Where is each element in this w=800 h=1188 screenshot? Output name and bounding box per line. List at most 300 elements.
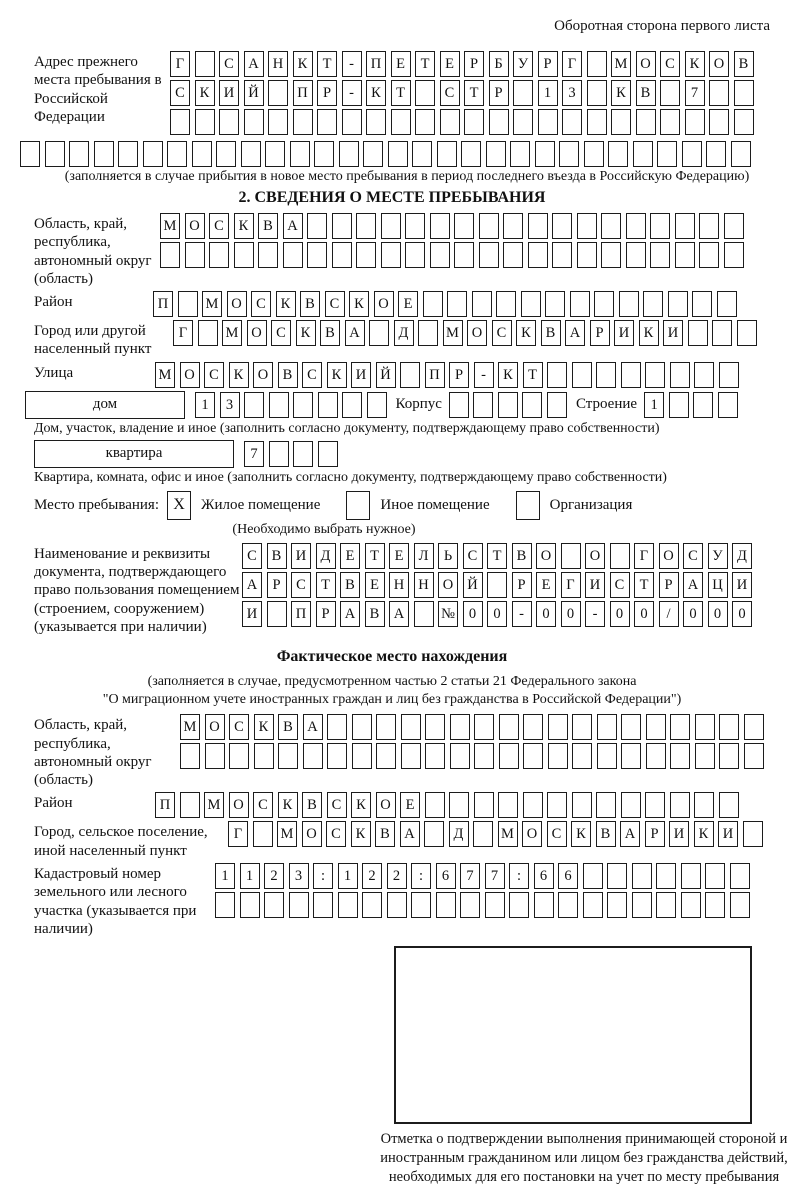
char-box[interactable]: В	[320, 320, 340, 346]
char-box[interactable]	[423, 291, 443, 317]
char-box[interactable]	[632, 863, 652, 889]
char-box[interactable]	[596, 792, 616, 818]
char-box[interactable]: 0	[561, 601, 581, 627]
char-box[interactable]: А	[683, 572, 703, 598]
char-box[interactable]: С	[463, 543, 483, 569]
char-box[interactable]: 0	[708, 601, 728, 627]
char-box[interactable]	[454, 213, 474, 239]
char-box[interactable]	[626, 242, 646, 268]
char-box[interactable]	[268, 80, 288, 106]
char-box[interactable]	[717, 291, 737, 317]
char-box[interactable]: С	[229, 714, 249, 740]
char-box[interactable]	[240, 892, 260, 918]
char-box[interactable]	[583, 863, 603, 889]
char-box[interactable]: 0	[634, 601, 654, 627]
char-box[interactable]	[621, 714, 641, 740]
char-box[interactable]	[558, 892, 578, 918]
char-box[interactable]: К	[293, 51, 313, 77]
char-box[interactable]	[269, 392, 289, 418]
char-box[interactable]	[313, 892, 333, 918]
char-box[interactable]: 7	[485, 863, 505, 889]
char-box[interactable]: Р	[645, 821, 665, 847]
char-box[interactable]: В	[267, 543, 287, 569]
char-box[interactable]	[327, 743, 347, 769]
char-box[interactable]	[712, 320, 732, 346]
char-box[interactable]	[570, 291, 590, 317]
char-box[interactable]	[607, 863, 627, 889]
char-box[interactable]	[503, 213, 523, 239]
char-box[interactable]: Т	[487, 543, 507, 569]
char-box[interactable]	[744, 743, 764, 769]
char-box[interactable]	[709, 80, 729, 106]
char-box[interactable]: К	[254, 714, 274, 740]
char-box[interactable]: Г	[561, 572, 581, 598]
char-box[interactable]: Р	[464, 51, 484, 77]
char-box[interactable]: 6	[534, 863, 554, 889]
char-box[interactable]: С	[660, 51, 680, 77]
char-box[interactable]: С	[547, 821, 567, 847]
char-box[interactable]: И	[663, 320, 683, 346]
char-box[interactable]: Р	[267, 572, 287, 598]
char-box[interactable]	[545, 291, 565, 317]
char-box[interactable]	[538, 109, 558, 135]
char-box[interactable]: К	[639, 320, 659, 346]
char-box[interactable]: М	[277, 821, 297, 847]
char-box[interactable]: -	[585, 601, 605, 627]
char-box[interactable]	[670, 792, 690, 818]
char-box[interactable]: Т	[415, 51, 435, 77]
char-box[interactable]	[577, 242, 597, 268]
char-box[interactable]: 7	[244, 441, 264, 467]
char-box[interactable]: В	[278, 714, 298, 740]
char-box[interactable]: С	[219, 51, 239, 77]
char-box[interactable]: К	[276, 291, 296, 317]
char-box[interactable]	[356, 242, 376, 268]
char-box[interactable]	[290, 141, 310, 167]
char-box[interactable]	[388, 141, 408, 167]
char-box[interactable]	[632, 892, 652, 918]
char-box[interactable]	[594, 291, 614, 317]
char-box[interactable]	[317, 109, 337, 135]
char-box[interactable]	[547, 792, 567, 818]
char-box[interactable]: 1	[215, 863, 235, 889]
char-box[interactable]: И	[732, 572, 752, 598]
char-box[interactable]	[449, 392, 469, 418]
char-box[interactable]	[528, 242, 548, 268]
char-box[interactable]	[657, 141, 677, 167]
char-box[interactable]: У	[513, 51, 533, 77]
char-box[interactable]: О	[180, 362, 200, 388]
char-box[interactable]	[415, 80, 435, 106]
char-box[interactable]: Л	[414, 543, 434, 569]
char-box[interactable]	[376, 743, 396, 769]
char-box[interactable]: 2	[264, 863, 284, 889]
char-box[interactable]: В	[636, 80, 656, 106]
char-box[interactable]: К	[327, 362, 347, 388]
char-box[interactable]	[528, 213, 548, 239]
char-box[interactable]	[303, 743, 323, 769]
char-box[interactable]	[229, 743, 249, 769]
char-box[interactable]	[401, 743, 421, 769]
checkbox-inoe-pomeshchenie[interactable]	[346, 491, 370, 520]
char-box[interactable]	[269, 441, 289, 467]
char-box[interactable]: С	[271, 320, 291, 346]
char-box[interactable]: А	[303, 714, 323, 740]
char-box[interactable]: О	[205, 714, 225, 740]
checkbox-zhiloe-pomeshchenie[interactable]: X	[167, 491, 191, 520]
char-box[interactable]: М	[204, 792, 224, 818]
char-box[interactable]: И	[718, 821, 738, 847]
char-box[interactable]: Т	[365, 543, 385, 569]
char-box[interactable]	[650, 242, 670, 268]
char-box[interactable]	[699, 213, 719, 239]
char-box[interactable]: 1	[195, 392, 215, 418]
char-box[interactable]	[376, 714, 396, 740]
char-box[interactable]	[170, 109, 190, 135]
char-box[interactable]: С	[683, 543, 703, 569]
char-box[interactable]: А	[565, 320, 585, 346]
char-box[interactable]	[430, 242, 450, 268]
char-box[interactable]: 7	[685, 80, 705, 106]
char-box[interactable]	[472, 291, 492, 317]
char-box[interactable]: О	[253, 362, 273, 388]
char-box[interactable]: 0	[732, 601, 752, 627]
char-box[interactable]: И	[291, 543, 311, 569]
char-box[interactable]: П	[366, 51, 386, 77]
char-box[interactable]	[496, 291, 516, 317]
char-box[interactable]: В	[734, 51, 754, 77]
char-box[interactable]: С	[326, 821, 346, 847]
char-box[interactable]: 0	[463, 601, 483, 627]
char-box[interactable]: О	[438, 572, 458, 598]
char-box[interactable]: 3	[289, 863, 309, 889]
char-box[interactable]	[626, 213, 646, 239]
char-box[interactable]	[572, 362, 592, 388]
char-box[interactable]	[621, 743, 641, 769]
char-box[interactable]: Г	[170, 51, 190, 77]
char-box[interactable]	[489, 109, 509, 135]
char-box[interactable]	[521, 291, 541, 317]
char-box[interactable]	[718, 392, 738, 418]
char-box[interactable]: 3	[220, 392, 240, 418]
char-box[interactable]: Т	[523, 362, 543, 388]
char-box[interactable]: П	[291, 601, 311, 627]
char-box[interactable]: С	[325, 291, 345, 317]
char-box[interactable]: :	[313, 863, 333, 889]
char-box[interactable]	[387, 892, 407, 918]
char-box[interactable]: П	[155, 792, 175, 818]
char-box[interactable]: Р	[590, 320, 610, 346]
char-box[interactable]: 0	[536, 601, 556, 627]
char-box[interactable]	[660, 80, 680, 106]
char-box[interactable]: Г	[228, 821, 248, 847]
char-box[interactable]: :	[411, 863, 431, 889]
char-box[interactable]: Т	[634, 572, 654, 598]
char-box[interactable]	[724, 213, 744, 239]
char-box[interactable]	[412, 141, 432, 167]
char-box[interactable]: Й	[376, 362, 396, 388]
char-box[interactable]: И	[219, 80, 239, 106]
char-box[interactable]	[692, 291, 712, 317]
char-box[interactable]	[440, 109, 460, 135]
char-box[interactable]	[597, 743, 617, 769]
char-box[interactable]: И	[351, 362, 371, 388]
char-box[interactable]	[381, 213, 401, 239]
char-box[interactable]	[601, 242, 621, 268]
char-box[interactable]	[366, 109, 386, 135]
char-box[interactable]	[646, 714, 666, 740]
char-box[interactable]	[611, 109, 631, 135]
char-box[interactable]: К	[366, 80, 386, 106]
char-box[interactable]: С	[610, 572, 630, 598]
char-box[interactable]	[572, 714, 592, 740]
char-box[interactable]: Е	[340, 543, 360, 569]
char-box[interactable]	[265, 141, 285, 167]
char-box[interactable]: 0	[487, 601, 507, 627]
char-box[interactable]	[636, 109, 656, 135]
char-box[interactable]	[709, 109, 729, 135]
char-box[interactable]	[369, 320, 389, 346]
char-box[interactable]	[449, 792, 469, 818]
char-box[interactable]	[587, 51, 607, 77]
char-box[interactable]	[430, 213, 450, 239]
char-box[interactable]: П	[153, 291, 173, 317]
char-box[interactable]	[643, 291, 663, 317]
char-box[interactable]	[510, 141, 530, 167]
char-box[interactable]	[339, 141, 359, 167]
char-box[interactable]	[293, 392, 313, 418]
char-box[interactable]	[401, 714, 421, 740]
char-box[interactable]: С	[440, 80, 460, 106]
char-box[interactable]	[258, 242, 278, 268]
char-box[interactable]: Р	[512, 572, 532, 598]
char-box[interactable]	[730, 892, 750, 918]
char-box[interactable]: 2	[387, 863, 407, 889]
char-box[interactable]	[450, 743, 470, 769]
char-box[interactable]	[180, 743, 200, 769]
char-box[interactable]	[498, 792, 518, 818]
char-box[interactable]: Н	[414, 572, 434, 598]
char-box[interactable]	[681, 863, 701, 889]
char-box[interactable]	[405, 242, 425, 268]
char-box[interactable]	[660, 109, 680, 135]
char-box[interactable]	[185, 242, 205, 268]
char-box[interactable]	[548, 714, 568, 740]
char-box[interactable]: О	[247, 320, 267, 346]
char-box[interactable]	[656, 863, 676, 889]
char-box[interactable]: Г	[173, 320, 193, 346]
char-box[interactable]	[670, 743, 690, 769]
char-box[interactable]: О	[227, 291, 247, 317]
char-box[interactable]	[719, 714, 739, 740]
char-box[interactable]	[719, 743, 739, 769]
char-box[interactable]: В	[541, 320, 561, 346]
char-box[interactable]	[562, 109, 582, 135]
char-box[interactable]: В	[375, 821, 395, 847]
char-box[interactable]	[513, 80, 533, 106]
char-box[interactable]: Р	[449, 362, 469, 388]
char-box[interactable]: О	[536, 543, 556, 569]
char-box[interactable]	[253, 821, 273, 847]
char-box[interactable]: И	[242, 601, 262, 627]
char-box[interactable]: И	[585, 572, 605, 598]
char-box[interactable]	[244, 109, 264, 135]
char-box[interactable]: С	[209, 213, 229, 239]
char-box[interactable]: Е	[398, 291, 418, 317]
char-box[interactable]	[198, 320, 218, 346]
char-box[interactable]	[342, 109, 362, 135]
char-box[interactable]	[342, 392, 362, 418]
char-box[interactable]	[318, 392, 338, 418]
char-box[interactable]	[195, 51, 215, 77]
char-box[interactable]: 1	[240, 863, 260, 889]
char-box[interactable]	[264, 892, 284, 918]
char-box[interactable]: Р	[316, 601, 336, 627]
char-box[interactable]: Ц	[708, 572, 728, 598]
char-box[interactable]: А	[345, 320, 365, 346]
char-box[interactable]	[730, 863, 750, 889]
char-box[interactable]: К	[234, 213, 254, 239]
char-box[interactable]	[645, 792, 665, 818]
char-box[interactable]	[601, 213, 621, 239]
char-box[interactable]: К	[685, 51, 705, 77]
char-box[interactable]	[621, 792, 641, 818]
char-box[interactable]	[705, 863, 725, 889]
char-box[interactable]: -	[512, 601, 532, 627]
char-box[interactable]	[167, 141, 187, 167]
char-box[interactable]: В	[258, 213, 278, 239]
char-box[interactable]	[587, 109, 607, 135]
char-box[interactable]: Д	[449, 821, 469, 847]
char-box[interactable]	[195, 109, 215, 135]
char-box[interactable]	[499, 743, 519, 769]
char-box[interactable]: О	[376, 792, 396, 818]
char-box[interactable]	[474, 743, 494, 769]
char-box[interactable]	[577, 213, 597, 239]
char-box[interactable]	[744, 714, 764, 740]
char-box[interactable]	[670, 714, 690, 740]
char-box[interactable]: А	[389, 601, 409, 627]
char-box[interactable]: -	[342, 51, 362, 77]
char-box[interactable]: П	[425, 362, 445, 388]
char-box[interactable]	[587, 80, 607, 106]
char-box[interactable]	[254, 743, 274, 769]
char-box[interactable]	[646, 743, 666, 769]
char-box[interactable]: Е	[440, 51, 460, 77]
char-box[interactable]	[415, 109, 435, 135]
char-box[interactable]	[216, 141, 236, 167]
char-box[interactable]	[705, 892, 725, 918]
char-box[interactable]	[548, 743, 568, 769]
char-box[interactable]	[583, 892, 603, 918]
char-box[interactable]	[391, 109, 411, 135]
char-box[interactable]: Е	[389, 543, 409, 569]
char-box[interactable]	[473, 392, 493, 418]
char-box[interactable]	[180, 792, 200, 818]
char-box[interactable]: О	[302, 821, 322, 847]
char-box[interactable]: Д	[732, 543, 752, 569]
char-box[interactable]: В	[340, 572, 360, 598]
char-box[interactable]	[244, 392, 264, 418]
char-box[interactable]: М	[222, 320, 242, 346]
char-box[interactable]: С	[327, 792, 347, 818]
char-box[interactable]	[362, 892, 382, 918]
char-box[interactable]: В	[512, 543, 532, 569]
char-box[interactable]: Т	[316, 572, 336, 598]
char-box[interactable]	[278, 743, 298, 769]
char-box[interactable]: К	[296, 320, 316, 346]
char-box[interactable]: Е	[391, 51, 411, 77]
char-box[interactable]: В	[300, 291, 320, 317]
char-box[interactable]	[460, 892, 480, 918]
char-box[interactable]	[523, 743, 543, 769]
char-box[interactable]	[682, 141, 702, 167]
char-box[interactable]: Н	[389, 572, 409, 598]
char-box[interactable]: С	[251, 291, 271, 317]
char-box[interactable]	[474, 792, 494, 818]
char-box[interactable]	[719, 792, 739, 818]
char-box[interactable]: -	[342, 80, 362, 106]
char-box[interactable]	[656, 892, 676, 918]
char-box[interactable]	[293, 441, 313, 467]
char-box[interactable]: Г	[634, 543, 654, 569]
char-box[interactable]	[219, 109, 239, 135]
char-box[interactable]	[479, 242, 499, 268]
char-box[interactable]: О	[374, 291, 394, 317]
char-box[interactable]	[584, 141, 604, 167]
char-box[interactable]: П	[293, 80, 313, 106]
char-box[interactable]	[473, 821, 493, 847]
char-box[interactable]: К	[498, 362, 518, 388]
char-box[interactable]: К	[351, 792, 371, 818]
char-box[interactable]: К	[349, 291, 369, 317]
char-box[interactable]	[307, 242, 327, 268]
char-box[interactable]: Р	[538, 51, 558, 77]
char-box[interactable]	[731, 141, 751, 167]
char-box[interactable]	[486, 141, 506, 167]
char-box[interactable]	[498, 392, 518, 418]
char-box[interactable]	[610, 543, 630, 569]
char-box[interactable]	[693, 392, 713, 418]
char-box[interactable]	[619, 291, 639, 317]
char-box[interactable]	[400, 362, 420, 388]
char-box[interactable]: С	[204, 362, 224, 388]
char-box[interactable]	[447, 291, 467, 317]
char-box[interactable]	[670, 362, 690, 388]
char-box[interactable]	[425, 792, 445, 818]
char-box[interactable]	[425, 743, 445, 769]
char-box[interactable]	[418, 320, 438, 346]
char-box[interactable]: О	[522, 821, 542, 847]
char-box[interactable]: А	[283, 213, 303, 239]
char-box[interactable]: -	[474, 362, 494, 388]
char-box[interactable]: С	[291, 572, 311, 598]
char-box[interactable]: 1	[338, 863, 358, 889]
char-box[interactable]: А	[620, 821, 640, 847]
char-box[interactable]	[513, 109, 533, 135]
char-box[interactable]	[436, 892, 456, 918]
char-box[interactable]	[523, 714, 543, 740]
char-box[interactable]	[352, 743, 372, 769]
char-box[interactable]: И	[669, 821, 689, 847]
char-box[interactable]	[143, 141, 163, 167]
char-box[interactable]: 1	[644, 392, 664, 418]
char-box[interactable]	[338, 892, 358, 918]
char-box[interactable]: М	[443, 320, 463, 346]
char-box[interactable]	[450, 714, 470, 740]
char-box[interactable]: К	[195, 80, 215, 106]
char-box[interactable]: С	[253, 792, 273, 818]
